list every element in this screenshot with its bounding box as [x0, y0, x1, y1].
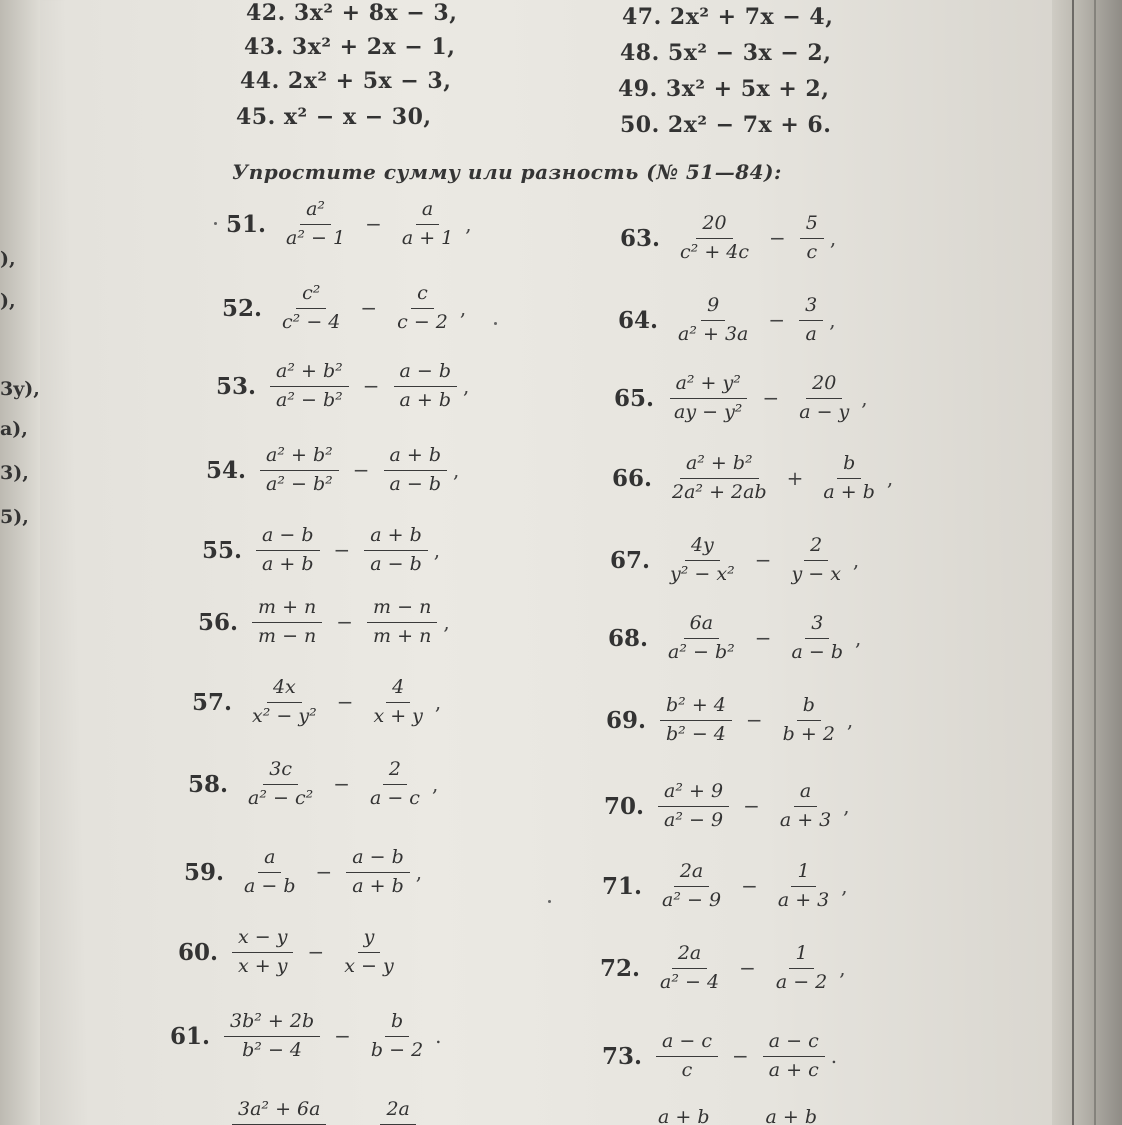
fraction [391, 282, 454, 335]
numerator: a [794, 780, 817, 807]
numerator: b [385, 1010, 409, 1037]
fraction [774, 780, 837, 833]
numerator: 4 [386, 676, 410, 703]
numerator: 20 [806, 372, 842, 399]
numerator: b [837, 452, 861, 479]
fraction [656, 1030, 718, 1083]
problem-number: 61. [170, 1022, 211, 1050]
problem-number: 57. [192, 688, 233, 716]
problem-73 [602, 1030, 837, 1083]
fraction [246, 676, 323, 729]
fraction [238, 846, 302, 899]
exercise-line: 48. 5x² − 3x − 2, [620, 40, 832, 66]
problem-number: 56. [198, 608, 239, 636]
numerator: a + b [384, 444, 448, 471]
punctuation: , [852, 548, 860, 573]
fraction [662, 612, 741, 665]
problem-number: 58. [188, 770, 229, 798]
fraction [270, 360, 349, 413]
fraction [763, 1030, 825, 1083]
denominator: m − n [258, 624, 317, 647]
problem-61 [170, 1010, 442, 1063]
fraction [672, 294, 754, 347]
fraction [785, 534, 846, 587]
denominator: a + b [262, 552, 314, 575]
numerator: a − b [256, 524, 320, 551]
punctuation: . [830, 1044, 838, 1069]
section-heading: Упростите сумму или разность (№ 51—84): [232, 160, 782, 184]
denominator: a − b [791, 640, 844, 663]
fraction [666, 452, 773, 505]
numerator: 3 [799, 294, 823, 321]
denominator: x² − y² [252, 704, 317, 727]
problem-number: 63. [620, 224, 661, 252]
operator: − [745, 708, 763, 733]
denominator: 2a² + 2ab [672, 480, 767, 503]
problem-56 [198, 596, 450, 649]
denominator: a + 1 [401, 226, 454, 249]
margin-fragment: a), [0, 418, 28, 440]
exercise-line: 49. 3x² + 5x + 2, [618, 76, 830, 102]
fraction [652, 1106, 716, 1125]
fraction [800, 212, 824, 265]
denominator: b² − 4 [242, 1038, 303, 1061]
denominator: a² − 4 [660, 970, 720, 993]
operator: − [352, 458, 370, 483]
denominator: a² + 3a [678, 322, 749, 345]
denominator: c² − 4 [282, 310, 341, 333]
numerator: a − c [656, 1030, 718, 1057]
fraction [760, 1106, 824, 1125]
partial-problem [232, 1098, 416, 1125]
problem-65 [614, 372, 868, 425]
denominator: y − x [791, 562, 841, 585]
denominator: a − y [799, 400, 850, 423]
numerator: 2 [804, 534, 828, 561]
fraction [365, 1010, 429, 1063]
denominator: a − b [370, 552, 422, 575]
fraction [384, 444, 448, 497]
punctuation: , [415, 860, 423, 885]
fraction [786, 612, 850, 665]
denominator: c − 2 [397, 310, 448, 333]
problem-58 [188, 758, 438, 811]
problem-number: 52. [222, 294, 263, 322]
denominator: a − b [389, 472, 442, 495]
operator: − [334, 1024, 351, 1049]
operator: − [336, 690, 354, 715]
denominator: a + b [352, 874, 404, 897]
fraction [660, 694, 732, 747]
operator: − [362, 374, 380, 399]
exercise-line: 43. 3x² + 2x − 1, [244, 34, 456, 60]
fraction [224, 1010, 320, 1063]
problem-64 [618, 294, 836, 347]
problem-number: 51. [226, 210, 267, 238]
fraction [232, 1098, 326, 1125]
problem-70 [604, 780, 850, 833]
fraction [658, 780, 729, 833]
fraction [396, 198, 459, 251]
denominator: b + 2 [782, 722, 835, 745]
margin-fragment: 5), [0, 506, 29, 528]
fraction [770, 942, 833, 995]
print-speck [494, 322, 497, 325]
problem-72 [600, 942, 846, 995]
numerator: 3a² + 6a [232, 1098, 326, 1125]
fraction [380, 1098, 415, 1125]
punctuation: , [459, 296, 467, 321]
problem-66 [612, 452, 893, 505]
margin-fragment: ), [0, 248, 16, 270]
numerator: a + b [760, 1106, 824, 1125]
fraction [252, 596, 322, 649]
operator: − [769, 226, 786, 251]
numerator: 3c [263, 758, 298, 785]
fraction [367, 596, 437, 649]
exercise-line: 50. 2x² − 7x + 6. [620, 112, 832, 138]
fraction [242, 758, 319, 811]
numerator: m + n [252, 596, 322, 623]
margin-fragment: 3), [0, 462, 29, 484]
punctuation: , [453, 458, 460, 483]
denominator: a² − 9 [662, 888, 722, 911]
denominator: a + 3 [779, 808, 832, 831]
page-stack-edge [1052, 0, 1122, 1125]
numerator: y [358, 926, 381, 953]
problem-number: 69. [606, 706, 647, 734]
numerator: b [797, 694, 821, 721]
punctuation: , [433, 538, 441, 563]
punctuation: , [443, 610, 450, 635]
exercise-line: 47. 2x² + 7x − 4, [622, 4, 834, 30]
punctuation: , [465, 212, 472, 237]
denominator: a − b [244, 874, 296, 897]
operator: − [365, 212, 382, 237]
fraction [772, 860, 835, 913]
margin-fragment: 3y), [0, 378, 40, 400]
fraction [394, 360, 458, 413]
adjacent-page-edge [0, 0, 40, 1125]
fraction [256, 524, 320, 577]
numerator: 2a [380, 1098, 415, 1125]
operator: − [768, 308, 786, 333]
numerator: m − n [367, 596, 437, 623]
fraction [232, 926, 293, 979]
problem-57 [192, 676, 441, 729]
punctuation: , [843, 794, 850, 819]
problem-number: 65. [614, 384, 655, 412]
denominator: y² − x² [670, 562, 735, 585]
numerator: 1 [791, 860, 815, 887]
numerator: a + b [652, 1106, 716, 1125]
numerator: 4y [685, 534, 720, 561]
problem-number: 67. [610, 546, 651, 574]
fraction [280, 198, 351, 251]
fraction [799, 294, 823, 347]
partial-problem [652, 1106, 823, 1125]
problem-number: 59. [184, 858, 225, 886]
denominator: a² − 9 [664, 808, 724, 831]
denominator: c [681, 1058, 693, 1081]
denominator: a + b [823, 480, 875, 503]
denominator: a² − c² [248, 786, 314, 809]
problem-68 [608, 612, 861, 665]
problem-54 [206, 444, 459, 497]
problem-number: 66. [612, 464, 653, 492]
problem-number: 72. [600, 954, 641, 982]
problem-51 [226, 198, 472, 251]
denominator: a + 3 [777, 888, 830, 911]
fraction [364, 758, 426, 811]
fraction [260, 444, 339, 497]
denominator: a − 2 [775, 970, 828, 993]
operator: + [786, 466, 804, 491]
numerator: 2a [674, 860, 709, 887]
punctuation: , [861, 386, 868, 411]
denominator: b − 2 [370, 1038, 424, 1061]
print-speck [548, 900, 551, 903]
problem-52 [222, 282, 466, 335]
operator: − [762, 386, 780, 411]
numerator: a² + b² [270, 360, 349, 387]
denominator: a + c [768, 1058, 819, 1081]
punctuation: , [431, 772, 439, 797]
denominator: b² − 4 [666, 722, 726, 745]
denominator: c² + 4c [680, 240, 750, 263]
denominator: a² − 1 [286, 226, 346, 249]
punctuation: , [886, 466, 894, 491]
punctuation: , [463, 374, 470, 399]
problem-number: 70. [604, 792, 645, 820]
problem-59 [184, 846, 422, 899]
margin-fragment: ), [0, 290, 16, 312]
fraction [664, 534, 741, 587]
numerator: a − c [763, 1030, 825, 1057]
operator: − [754, 626, 772, 651]
fraction [668, 372, 748, 425]
numerator: a − b [394, 360, 458, 387]
numerator: a² + y² [670, 372, 747, 399]
numerator: a² [300, 198, 331, 225]
problem-number: 73. [602, 1042, 643, 1070]
fraction [817, 452, 881, 505]
problem-number: 60. [178, 938, 219, 966]
punctuation: , [846, 708, 854, 733]
problem-60 [178, 926, 406, 979]
fraction [674, 212, 755, 265]
problem-63 [620, 212, 836, 265]
punctuation: , [829, 308, 836, 333]
numerator: 20 [696, 212, 732, 239]
exercise-line: 42. 3x² + 8x − 3, [246, 0, 458, 26]
operator: − [336, 610, 354, 635]
problem-number: 53. [216, 372, 257, 400]
numerator: x − y [232, 926, 293, 953]
numerator: 2 [383, 758, 407, 785]
fraction [654, 942, 725, 995]
fraction [367, 676, 428, 729]
numerator: a [416, 198, 439, 225]
numerator: 4x [267, 676, 302, 703]
problem-55 [202, 524, 440, 577]
punctuation: , [841, 874, 848, 899]
denominator: c [806, 240, 818, 263]
operator: − [360, 296, 378, 321]
denominator: x + y [373, 704, 423, 727]
denominator: a [805, 322, 817, 345]
punctuation: , [855, 626, 862, 651]
denominator: m + n [373, 624, 432, 647]
page-edge-line [1072, 0, 1074, 1125]
numerator: c [411, 282, 434, 309]
numerator: a² + b² [680, 452, 759, 479]
punctuation: . [435, 1024, 442, 1049]
numerator: 2a [672, 942, 707, 969]
operator: − [731, 1044, 749, 1069]
operator: − [307, 940, 325, 965]
problem-number: 54. [206, 456, 247, 484]
denominator: x + y [238, 954, 288, 977]
numerator: 5 [800, 212, 824, 239]
numerator: a² + 9 [658, 780, 729, 807]
problem-number: 55. [202, 536, 243, 564]
numerator: 6a [684, 612, 719, 639]
operator: − [315, 860, 333, 885]
numerator: 9 [701, 294, 725, 321]
problem-53 [216, 360, 469, 413]
denominator: a − c [369, 786, 420, 809]
problem-71 [602, 860, 848, 913]
page-edge-line [1094, 0, 1096, 1125]
fraction [793, 372, 855, 425]
fraction [656, 860, 727, 913]
numerator: a² + b² [260, 444, 339, 471]
operator: − [741, 874, 758, 899]
fraction [346, 846, 410, 899]
fraction [364, 524, 428, 577]
numerator: a [258, 846, 281, 873]
numerator: 3b² + 2b [224, 1010, 320, 1037]
numerator: a − b [346, 846, 410, 873]
operator: − [754, 548, 772, 573]
numerator: 3 [805, 612, 829, 639]
fraction [276, 282, 346, 335]
denominator: a + b [399, 388, 452, 411]
exercise-line: 44. 2x² + 5x − 3, [240, 68, 452, 94]
exercise-line: 45. x² − x − 30, [236, 104, 432, 130]
denominator: x − y [344, 954, 394, 977]
denominator: a² − b² [668, 640, 735, 663]
problem-number: 68. [608, 624, 649, 652]
problem-number: 64. [618, 306, 659, 334]
fraction [777, 694, 841, 747]
fraction [338, 926, 399, 979]
denominator: a² − b² [266, 472, 333, 495]
punctuation: , [829, 226, 837, 251]
operator: − [333, 538, 351, 563]
numerator: c² [296, 282, 326, 309]
punctuation: , [434, 690, 442, 715]
print-speck [214, 222, 217, 225]
numerator: b² + 4 [660, 694, 732, 721]
denominator: ay − y² [674, 400, 743, 423]
numerator: 1 [789, 942, 813, 969]
operator: − [739, 956, 756, 981]
operator: − [743, 794, 760, 819]
problem-69 [606, 694, 853, 747]
problem-67 [610, 534, 859, 587]
punctuation: , [839, 956, 846, 981]
operator: − [333, 772, 350, 797]
denominator: a² − b² [276, 388, 343, 411]
numerator: a + b [364, 524, 428, 551]
problem-number: 71. [602, 872, 643, 900]
